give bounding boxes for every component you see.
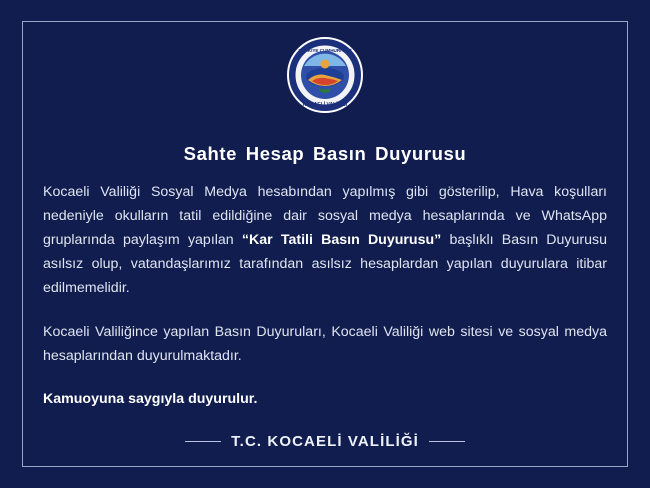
- paragraph-2-part-1: Kocaeli Valiliğince yapılan Basın Duyuruları, Kocaeli Valiliği web sitesi ve sosyal medya hesaplarından duyurulmaktadır.: [43, 324, 607, 364]
- svg-text:TÜRKİYE CUMHURİYETİ: TÜRKİYE CUMHURİYETİ: [298, 48, 352, 53]
- closing-statement: Kamuoyuna saygıyla duyurulur.: [43, 391, 258, 407]
- paragraph-1-emphasis: “Kar Tatili Basın Duyurusu”: [241, 232, 442, 248]
- footer-signature: [0, 433, 650, 450]
- footer-label: T.C. KOCAELİ VALİLİĞİ: [231, 433, 419, 450]
- footer-rule-left: [185, 441, 221, 442]
- svg-text:KOCAELİ VALİLİĞİ: KOCAELİ VALİLİĞİ: [302, 102, 348, 108]
- page-title: Sahte Hesap Basın Duyurusu: [183, 143, 467, 164]
- paragraph-1: [43, 180, 607, 300]
- paragraph-2: [43, 320, 607, 368]
- footer-rule-right: [429, 441, 465, 442]
- kocaeli-governorship-emblem-icon: [286, 36, 364, 114]
- paragraph-1-part-2: başlıklı Basın Duyurusu asılsız olup, vatandaşlarımız tarafından asılsız hesaplardan yapılan duyurulara itibar edilmemelidir.: [43, 232, 608, 296]
- announcement-body: [43, 180, 607, 410]
- paragraph-1-part-1: Kocaeli Valiliği Sosyal Medya hesabından yapılmış gibi gösterilip, Hava koşulları nedeniyle okulların tatil edildiğine dair sosyal medya hesaplarında ve WhatsApp gruplarında paylaşım yapılan: [43, 184, 607, 248]
